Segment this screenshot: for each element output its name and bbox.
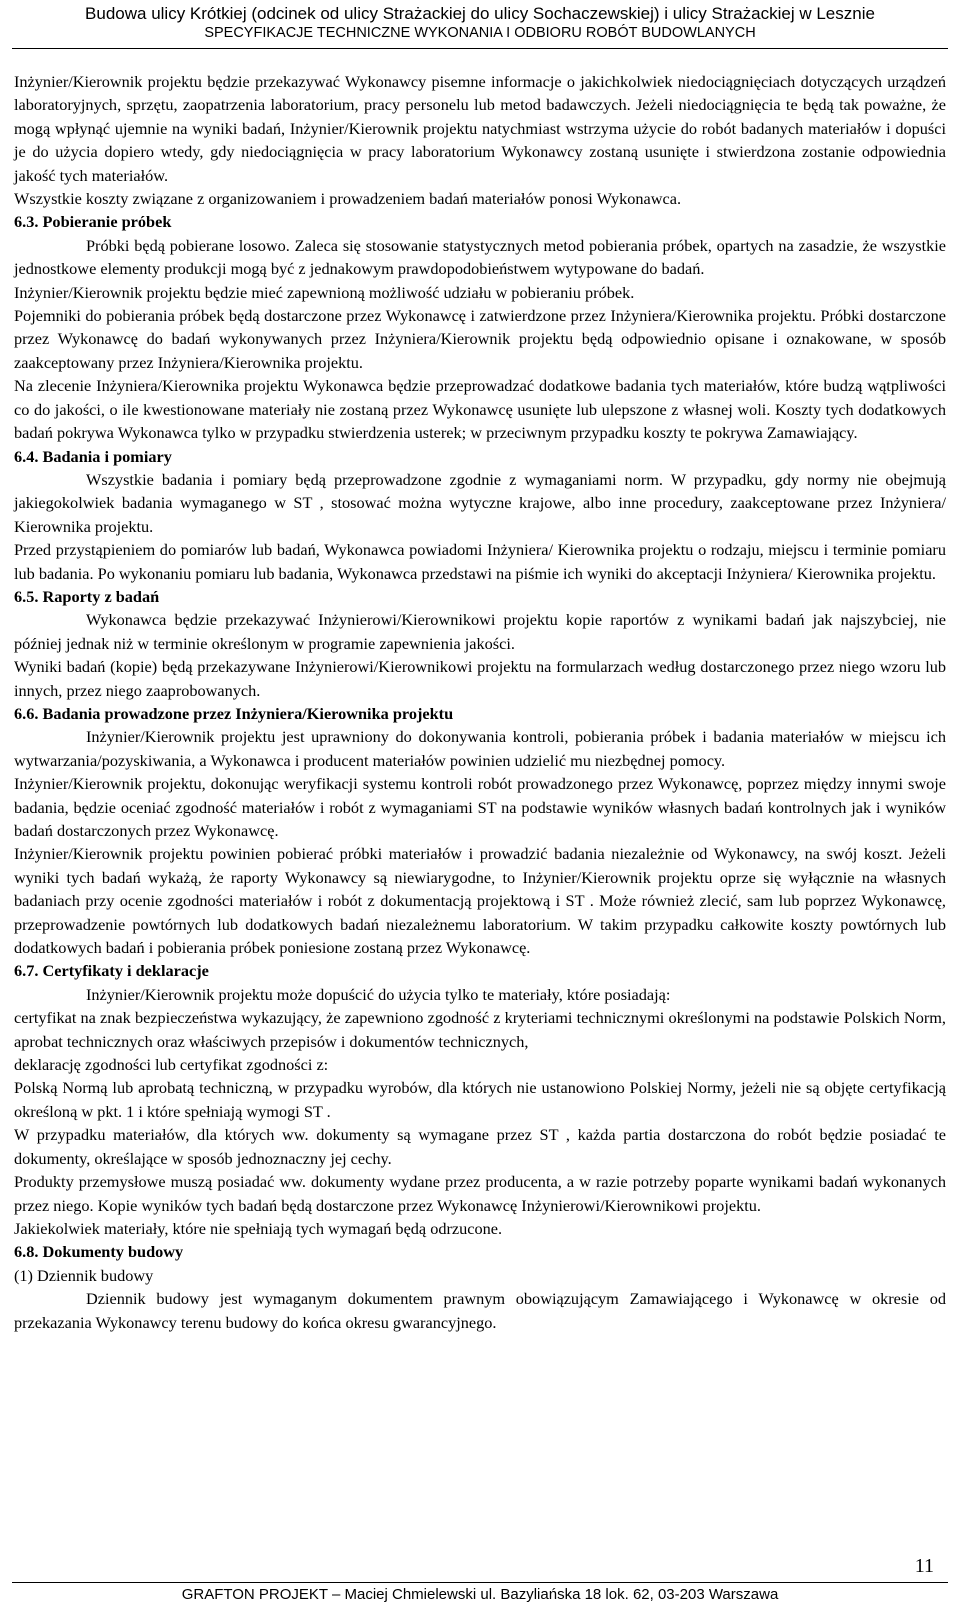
- subsection-label: (1) Dziennik budowy: [14, 1265, 154, 1285]
- paragraph: Dziennik budowy jest wymaganym dokumentem prawnym obowiązującym Zamawiającego i Wykonawcę w okresie od przekazania Wykonawcy terenu budowy do końca okresu gwarancyjnego.: [14, 1289, 946, 1332]
- header-subtitle: SPECYFIKACJE TECHNICZNE WYKONANIA I ODBIORU ROBÓT BUDOWLANYCH: [204, 25, 756, 41]
- footer-divider: [12, 1582, 948, 1583]
- paragraph: Polską Normą lub aprobatą techniczną, w przypadku wyrobów, dla których nie ustanowiono Polskiej Normy, jeżeli nie są objęte certyfikacją określoną w pkt. 1 i które spełniają wymogi ST .: [14, 1078, 946, 1121]
- paragraph: Inżynier/Kierownik projektu będzie przekazywać Wykonawcy pisemne informacje o jakichkolwiek niedociągnięciach dotyczących urządzeń laboratoryjnych, sprzętu, zaopatrzenia laboratorium, pracy personelu lub metod badawczych. Jeżeli niedociągnięcia te będą tak poważne, że mogą wpłynąć ujemnie na wyniki badań, Inżynier/Kierownik projektu natychmiast wstrzyma użycie do robót badanych materiałów i dopuści je do użycia dopiero wtedy, gdy niedociągnięcia w pracy laboratorium Wykonawcy zostaną usunięte i stwierdzona zostanie odpowiednia jakość tych materiałów.: [14, 72, 946, 185]
- paragraph: deklarację zgodności lub certyfikat zgodności z:: [14, 1055, 329, 1075]
- paragraph: certyfikat na znak bezpieczeństwa wykazujący, że zapewniono zgodność z kryteriami technicznymi określonymi na podstawie Polskich Norm, aprobat technicznych oraz właściwych przepisów i dokumentów technicznych,: [14, 1008, 946, 1051]
- paragraph: Inżynier/Kierownik projektu powinien pobierać próbki materiałów i prowadzić badania niezależnie od Wykonawcy, na swój koszt. Jeżeli wyniki tych badań wykażą, że raporty Wykonawcy są niewiarygodne, to Inżynier/Kierownik projektu oprze się wyłącznie na własnych badaniach przy ocenie zgodności materiałów i robót z dokumentacją projektową i ST . Może również zlecić, sam lub poprzez Wykonawcę, przeprowadzenie powtórnych lub dodatkowych badań niezależnemu laboratorium. W takim przypadku całkowite koszty powtórnych lub dodatkowych badań i pobierania próbek poniesione zostaną przez Wykonawcę.: [14, 844, 946, 958]
- page-footer: GRAFTON PROJEKT – Maciej Chmielewski ul. Bazyliańska 18 lok. 62, 03-203 Warszawa: [181, 1586, 779, 1603]
- section-heading-6-3: 6.3. Pobieranie próbek: [14, 212, 172, 232]
- paragraph: Wszystkie badania i pomiary będą przeprowadzone zgodnie z wymaganiami norm. W przypadku, gdy normy nie obejmują jakiegokolwiek badania wymaganego w ST , stosować można wytyczne krajowe, albo inne procedury, zaakceptowane przez Inżyniera/ Kierownika projektu.: [14, 469, 946, 536]
- paragraph: Inżynier/Kierownik projektu będzie mieć zapewnioną możliwość udziału w pobieraniu próbek.: [14, 282, 635, 302]
- paragraph: Pojemniki do pobierania próbek będą dostarczone przez Wykonawcę i zatwierdzone przez Inżyniera/Kierownika projektu. Próbki dostarczone przez Wykonawcę do badań wykonywanych przez Inżyniera/Kierownik projektu będą odpowiednio opisane i oznakowane, w sposób zaakceptowany przez Inżyniera/Kierownika projektu.: [14, 306, 946, 372]
- paragraph: Wszystkie koszty związane z organizowaniem i prowadzeniem badań materiałów ponosi Wykonawca.: [14, 189, 682, 209]
- section-heading-6-4: 6.4. Badania i pomiary: [14, 446, 172, 466]
- section-heading-6-8: 6.8. Dokumenty budowy: [14, 1242, 184, 1262]
- page-number: 11: [914, 1555, 934, 1577]
- paragraph: W przypadku materiałów, dla których ww. dokumenty są wymagane przez ST , każda partia dostarczona do robót będzie posiadać te dokumenty, określające w sposób jednoznaczny jej cechy.: [14, 1125, 946, 1168]
- header-title: Budowa ulicy Krótkiej (odcinek od ulicy Strażackiej do ulicy Sochaczewskiej) i ulicy Strażackiej w Lesznie: [85, 4, 875, 23]
- document-body: [14, 70, 946, 1334]
- paragraph: Jakiekolwiek materiały, które nie spełniają tych wymagań będą odrzucone.: [14, 1218, 503, 1238]
- paragraph: Inżynier/Kierownik projektu może dopuścić do użycia tylko te materiały, które posiadają:: [86, 984, 671, 1004]
- paragraph: Na zlecenie Inżyniera/Kierownika projektu Wykonawca będzie przeprowadzać dodatkowe badania tych materiałów, które budzą wątpliwości co do jakości, o ile kwestionowane materiały nie zostaną przez Wykonawcę usunięte lub ulepszone z własnej woli. Koszty tych dodatkowych badań pokrywa Wykonawca tylko w przypadku stwierdzenia usterek; w przeciwnym przypadku koszty te pokrywa Zamawiający.: [14, 376, 946, 443]
- paragraph: Próbki będą pobierane losowo. Zaleca się stosowanie statystycznych metod pobierania próbek, opartych na zasadzie, że wszystkie jednostkowe elementy produkcji mogą być z jednakowym prawdopodobieństwem wytypowane do badań.: [14, 235, 946, 279]
- header-divider: [12, 48, 948, 49]
- paragraph: Wykonawca będzie przekazywać Inżynierowi/Kierownikowi projektu kopie raportów z wynikami badań jak najszybciej, nie później jednak niż w terminie określonym w programie zapewnienia jakości.: [14, 610, 946, 653]
- page-header: [0, 0, 960, 42]
- section-heading-6-5: 6.5. Raporty z badań: [14, 586, 160, 606]
- paragraph: Przed przystąpieniem do pomiarów lub badań, Wykonawca powiadomi Inżyniera/ Kierownika projektu o rodzaju, miejscu i terminie pomiaru lub badania. Po wykonaniu pomiaru lub badania, Wykonawca przedstawi na piśmie ich wyniki do akceptacji Inżyniera/ Kierownika projektu.: [14, 540, 946, 583]
- paragraph: Inżynier/Kierownik projektu, dokonując weryfikacji systemu kontroli robót prowadzonego przez Wykonawcę, poprzez między innymi swoje badania, będzie oceniać zgodność materiałów i robót z wymaganiami ST na podstawie wyników własnych badań kontrolnych jak i wyników badań dostarczonych przez Wykonawcę.: [14, 774, 946, 840]
- section-heading-6-6: 6.6. Badania prowadzone przez Inżyniera/Kierownika projektu: [14, 703, 454, 723]
- paragraph: Wyniki badań (kopie) będą przekazywane Inżynierowi/Kierownikowi projektu na formularzach według dostarczonego przez niego wzoru lub innych, przez niego zaaprobowanych.: [14, 657, 946, 700]
- section-heading-6-7: 6.7. Certyfikaty i deklaracje: [14, 961, 209, 981]
- paragraph: Produkty przemysłowe muszą posiadać ww. dokumenty wydane przez producenta, a w razie potrzeby poparte wynikami badań wykonanych przez niego. Kopie wyników tych badań będą dostarczone przez Wykonawcę Inżynierowi/Kierownikowi projektu.: [14, 1172, 946, 1215]
- paragraph: Inżynier/Kierownik projektu jest uprawniony do dokonywania kontroli, pobierania próbek i badania materiałów w miejscu ich wytwarzania/pozyskiwania, a Wykonawca i producent materiałów powinien udzielić mu niezbędnej pomocy.: [14, 727, 946, 770]
